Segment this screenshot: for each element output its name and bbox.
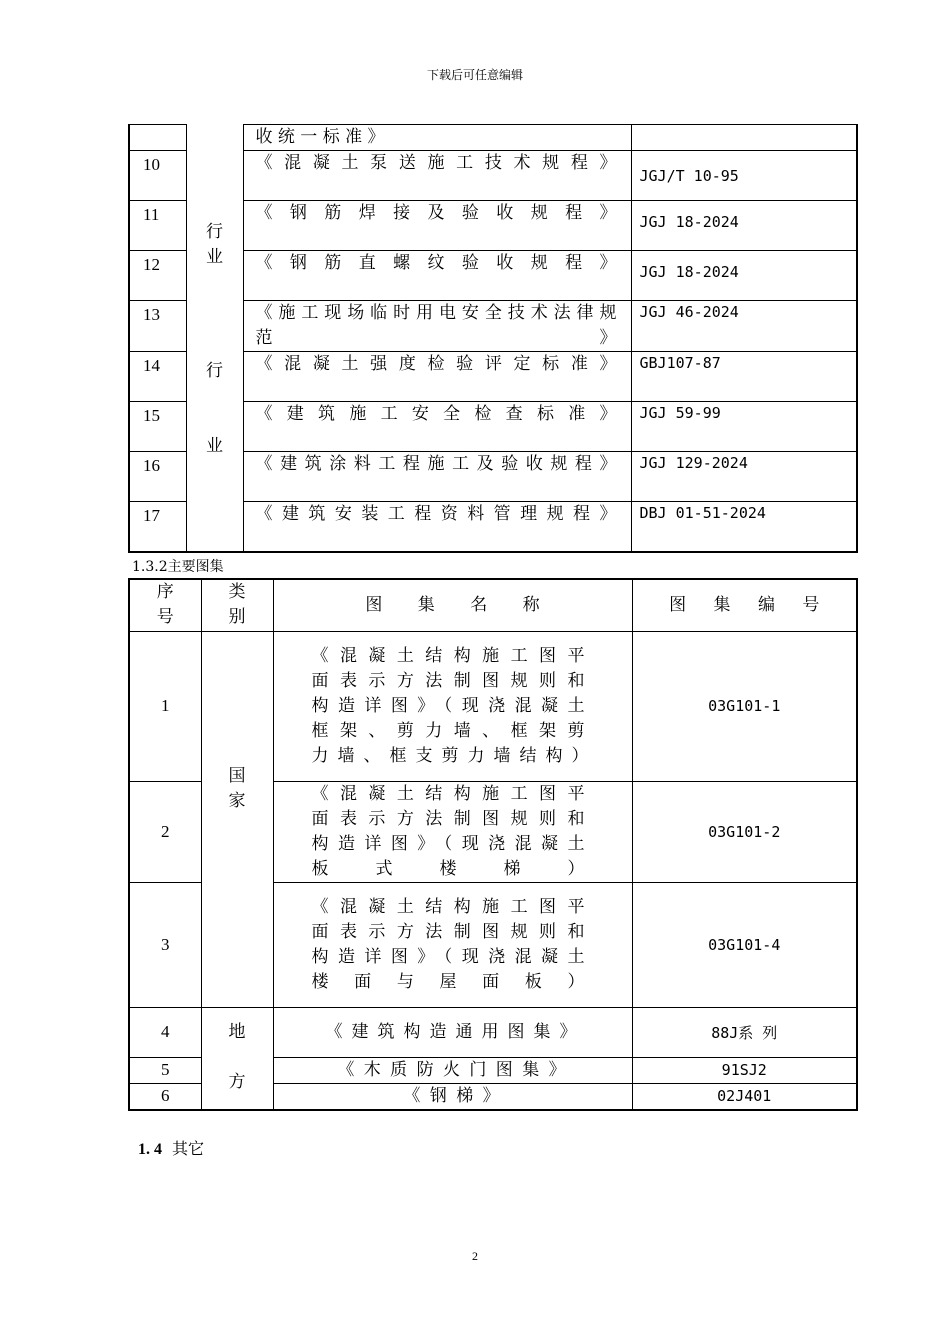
- row-number: 2: [129, 781, 201, 882]
- atlas-code: 03G101-2: [632, 781, 857, 882]
- standard-name: 收 统 一 标 准 》: [243, 125, 631, 151]
- section-title: 其它: [172, 1139, 205, 1158]
- standard-name: 《 钢 筋 焊 接 及 验 收 规 程 》: [243, 201, 631, 251]
- table-row: [129, 631, 857, 781]
- atlas-name: 《混凝土结构施工图平面表示方法制图规则和构造详图》（现浇混凝土板式楼梯）: [273, 781, 632, 882]
- row-number: 1: [129, 631, 201, 781]
- row-number: 5: [129, 1057, 201, 1083]
- standard-code: JGJ 46-2024: [631, 301, 857, 352]
- atlas-name: 《建筑构造通用图集》: [273, 1007, 632, 1057]
- standard-name: 《 混 凝 土 泵 送 施 工 技 术 规 程 》: [243, 151, 631, 201]
- row-number: 15: [129, 402, 186, 452]
- row-number: 6: [129, 1083, 201, 1110]
- standard-code: DBJ 01-51-2024: [631, 502, 857, 552]
- atlas-code: 02J401: [632, 1083, 857, 1110]
- row-number: 16: [129, 452, 186, 502]
- header-code: 图 集 编 号: [632, 579, 857, 631]
- row-number: 10: [129, 151, 186, 201]
- table-row: [129, 301, 857, 352]
- header-category: 类 别: [201, 579, 273, 631]
- category-industry: 行 业: [186, 301, 243, 552]
- standard-code: JGJ 59-99: [631, 402, 857, 452]
- atlas-code: 88J系 列: [632, 1007, 857, 1057]
- standards-table: [128, 124, 858, 553]
- page-number: 2: [472, 1249, 478, 1263]
- standard-code: JGJ 18-2024: [631, 201, 857, 251]
- standard-name: 《 建 筑 安 装 工 程 资 料 管 理 规 程 》: [243, 502, 631, 552]
- row-number: 14: [129, 352, 186, 402]
- standard-name: 《 施 工 现 场 临 时 用 电 安 全 技 术 法 律 规 范 》: [243, 301, 631, 352]
- header-number: 序 号: [129, 579, 201, 631]
- row-number: 11: [129, 201, 186, 251]
- atlas-name: 《 木 质 防 火 门 图 集 》: [273, 1057, 632, 1083]
- table-row: [129, 125, 857, 151]
- standard-code: JGJ/T 10-95: [631, 151, 857, 201]
- row-number: 17: [129, 502, 186, 552]
- row-number: 13: [129, 301, 186, 352]
- row-number: 12: [129, 251, 186, 301]
- standard-code: GBJ107-87: [631, 352, 857, 402]
- table-row: [129, 1007, 857, 1057]
- atlas-table: [128, 578, 858, 1111]
- standard-name: 《 钢 筋 直 螺 纹 验 收 规 程 》: [243, 251, 631, 301]
- atlas-code: 03G101-4: [632, 882, 857, 1007]
- atlas-code: 03G101-1: [632, 631, 857, 781]
- section-heading: [138, 1136, 204, 1159]
- table-row: [129, 151, 857, 201]
- header-name: 图 集 名 称: [273, 579, 632, 631]
- section-number: 1. 4: [138, 1141, 162, 1158]
- standard-name: 《 建 筑 施 工 安 全 检 查 标 准 》: [243, 402, 631, 452]
- standard-name: 《 混 凝 土 强 度 检 验 评 定 标 准 》: [243, 352, 631, 402]
- atlas-code: 91SJ2: [632, 1057, 857, 1083]
- category-industry: 行 业: [186, 151, 243, 301]
- standard-code: JGJ 129-2024: [631, 452, 857, 502]
- row-number: 4: [129, 1007, 201, 1057]
- row-number: 3: [129, 882, 201, 1007]
- standard-code: JGJ 18-2024: [631, 251, 857, 301]
- table-header-row: [129, 579, 857, 631]
- atlas-name: 《 钢 梯 》: [273, 1083, 632, 1110]
- atlas-name: 《混凝土结构施工图平面表示方法制图规则和构造详图》（现浇混凝土框架、剪力墙、框架剪力墙、框支剪力墙结构）: [273, 631, 632, 781]
- standard-name: 《 建 筑 涂 料 工 程 施 工 及 验 收 规 程 》: [243, 452, 631, 502]
- category-national: 国 家: [201, 631, 273, 1007]
- atlas-name: 《混凝土结构施工图平面表示方法制图规则和构造详图》（现浇混凝土楼面与屋面板）: [273, 882, 632, 1007]
- page-header: 下载后可任意编辑: [426, 68, 523, 82]
- category-local: 地 方: [201, 1007, 273, 1110]
- section-caption: 1.3.2主要图集: [132, 559, 224, 575]
